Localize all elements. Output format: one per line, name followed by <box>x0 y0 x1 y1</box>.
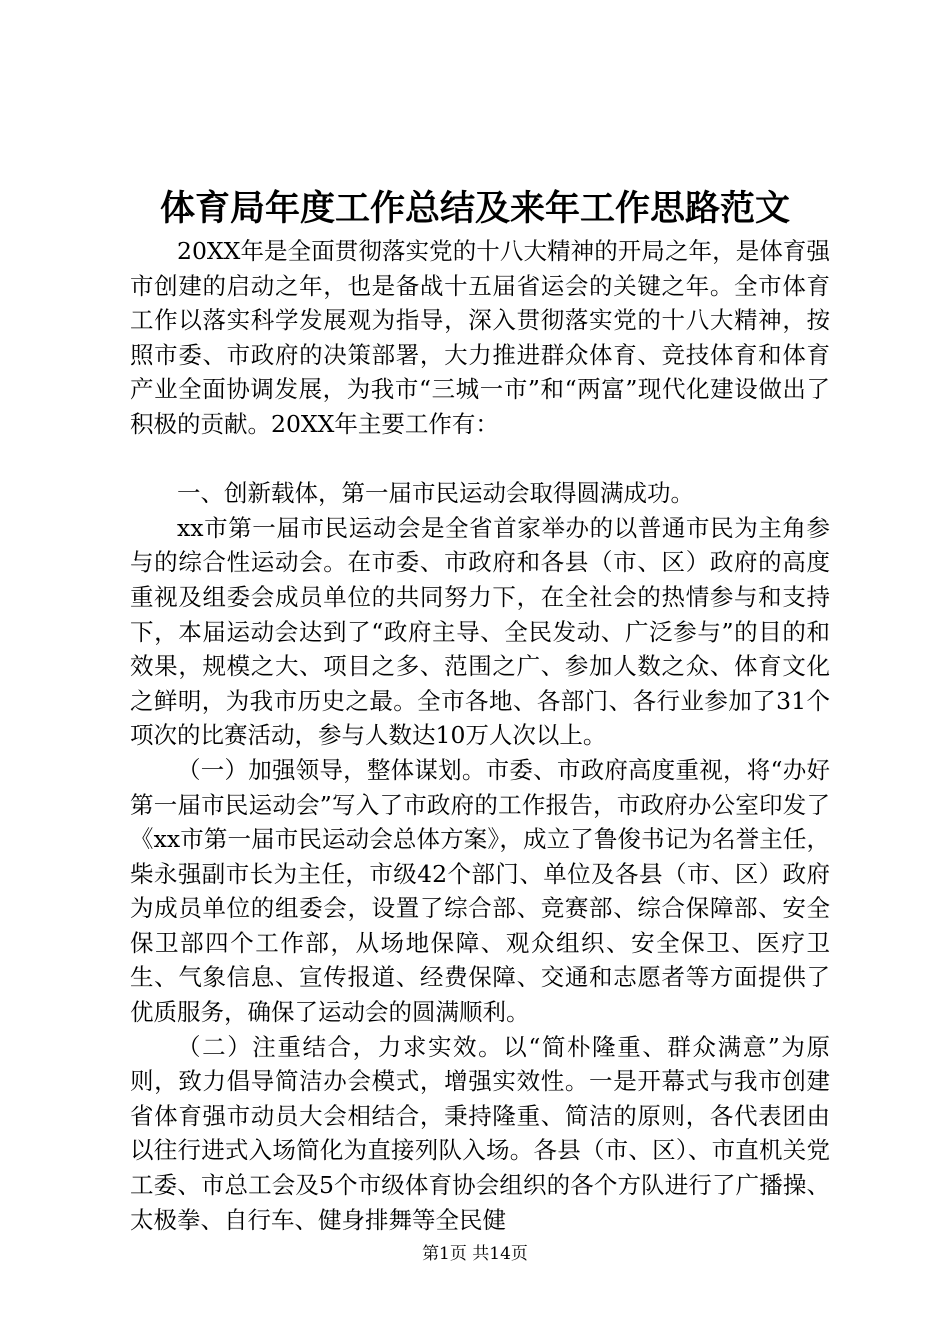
document-title: 体育局年度工作总结及来年工作思路范文 <box>159 188 790 229</box>
paragraph-intro: 20XX年是全面贯彻落实党的十八大精神的开局之年，是体育强市创建的启动之年，也是备战十五届省运会的关键之年。全市体育工作以落实科学发展观为指导，深入贯彻落实党的十八大精神，按照市委、市政府的决策部署，大力推进群众体育、竞技体育和体育产业全面协调发展，为我市“三城一市”和“两富”现代化建设做出了积极的贡献。20XX年主要工作有： <box>130 237 830 438</box>
document-body <box>130 234 830 1237</box>
paragraph-spacer <box>130 442 830 477</box>
section-heading-1: 一、创新载体，第一届市民运动会取得圆满成功。 <box>177 479 694 508</box>
paragraph-combination: （二）注重结合，力求实效。以“简朴隆重、群众满意”为原则，致力倡导简洁办会模式，增强实效性。一是开幕式与我市创建省体育强市动员大会相结合，秉持隆重、简洁的原则，各代表团由以往行进式入场简化为直接列队入场。各县（市、区）、市直机关党工委、市总工会及5个市级体育协会组织的各个方队进行了广播操、太极拳、自行车、健身排舞等全民健 <box>130 1032 830 1234</box>
paragraph-games-overview: xx市第一届市民运动会是全省首家举办的以普通市民为主角参与的综合性运动会。在市委、市政府和各县（市、区）政府的高度重视及组委会成员单位的共同努力下，在全社会的热情参与和支持下，本届运动会达到了“政府主导、全民发动、广泛参与”的目的和效果，规模之大、项目之多、范围之广、参加人数之众、体育文化之鲜明，为我市历史之最。全市各地、各部门、各行业参加了31个项次的比赛活动，参与人数达10万人次以上。 <box>130 513 830 750</box>
paragraph-leadership: （一）加强领导，整体谋划。市委、市政府高度重视，将“办好第一届市民运动会”写入了市政府的工作报告，市政府办公室印发了《xx市第一届市民运动会总体方案》，成立了鲁俊书记为名誉主任，柴永强副市长为主任，市级42个部门、单位及各县（市、区）政府为成员单位的组委会，设置了综合部、竞赛部、综合保障部、安全保卫部四个工作部，从场地保障、观众组织、安全保卫、医疗卫生、气象信息、宣传报道、经费保障、交通和志愿者等方面提供了优质服务，确保了运动会的圆满顺利。 <box>130 755 830 1027</box>
page-footer: 第1页 共14页 <box>422 1244 528 1264</box>
